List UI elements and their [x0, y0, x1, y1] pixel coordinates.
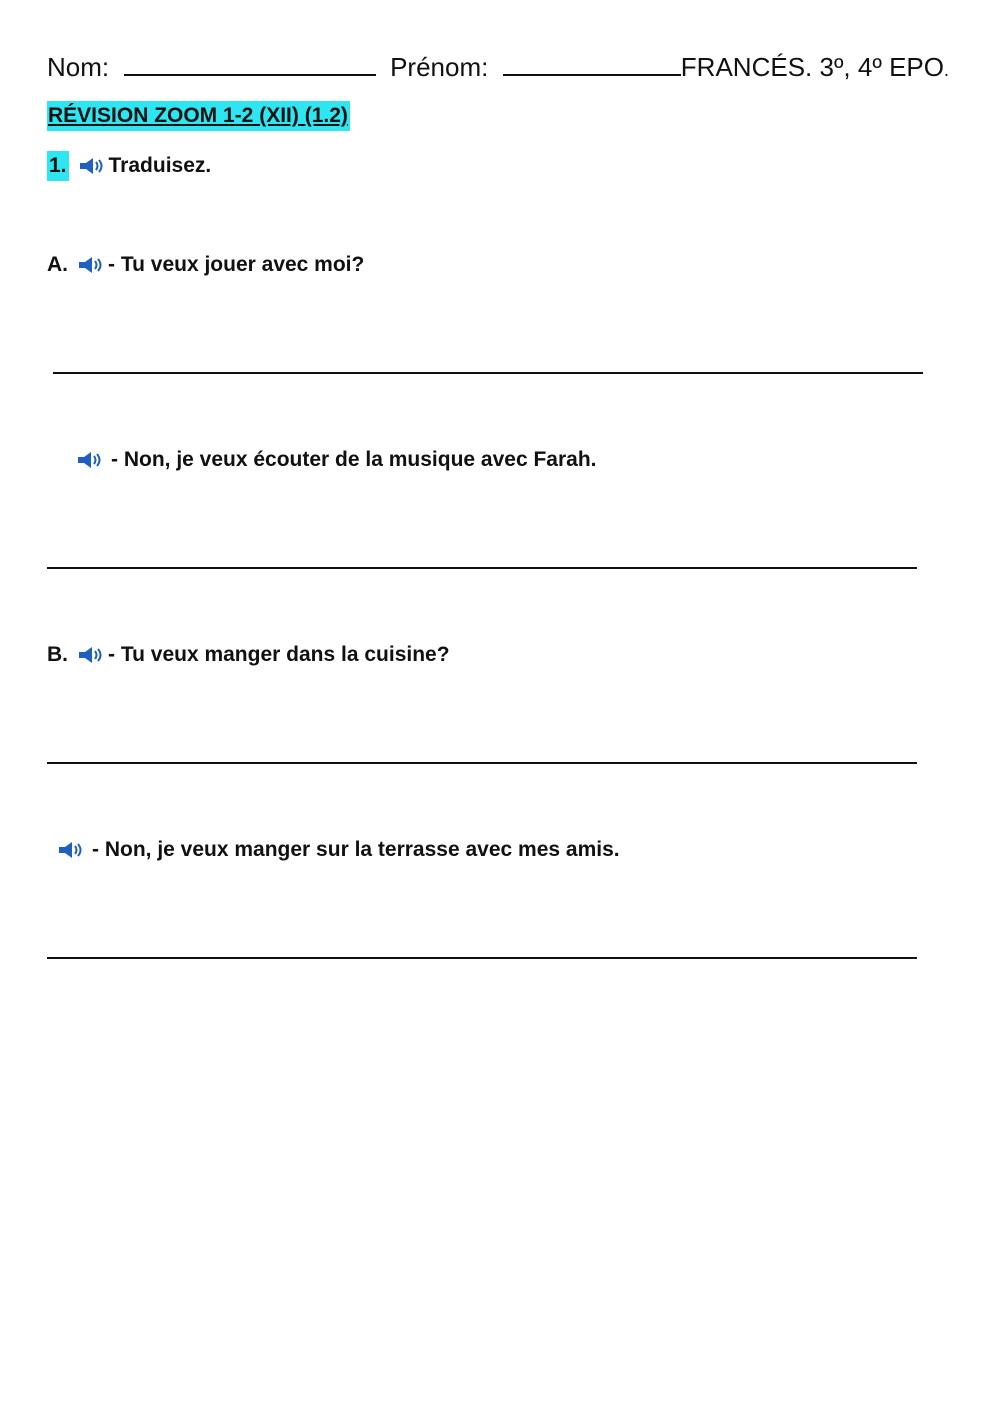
item-text: - Tu veux jouer avec moi?: [108, 253, 365, 276]
exercise-instruction: Traduisez.: [108, 154, 212, 177]
item-letter: A.: [47, 253, 68, 276]
item-text: - Tu veux manger dans la cuisine?: [108, 643, 450, 666]
item-a-answer: [77, 445, 597, 475]
speaker-icon[interactable]: [78, 256, 104, 274]
speaker-icon[interactable]: [79, 157, 105, 175]
prenom-label: Prénom:: [390, 52, 489, 82]
course-period: .: [943, 60, 949, 80]
answer-line-3[interactable]: [47, 762, 917, 764]
nom-label: Nom:: [47, 52, 110, 82]
nom-field[interactable]: [124, 50, 376, 76]
answer-line-1[interactable]: [53, 372, 923, 374]
speaker-icon[interactable]: [78, 646, 104, 664]
course-label: FRANCÉS. 3º, 4º EPO: [680, 52, 944, 82]
item-letter: B.: [47, 643, 68, 666]
item-text: - Non, je veux manger sur la terrasse avec mes amis.: [92, 838, 620, 861]
speaker-icon[interactable]: [58, 841, 84, 859]
header-line: [47, 50, 967, 87]
item-text: - Non, je veux écouter de la musique avec Farah.: [111, 448, 597, 471]
answer-line-2[interactable]: [47, 567, 917, 569]
speaker-icon[interactable]: [77, 451, 103, 469]
item-a-question: [47, 250, 364, 280]
item-b-answer: [58, 835, 620, 865]
exercise-title: [47, 151, 211, 181]
exercise-number: 1.: [47, 151, 69, 181]
item-b-question: [47, 640, 450, 670]
prenom-field[interactable]: [503, 50, 681, 76]
answer-line-4[interactable]: [47, 957, 917, 959]
section-title: RÉVISION ZOOM 1-2 (XII) (1.2): [47, 101, 350, 131]
